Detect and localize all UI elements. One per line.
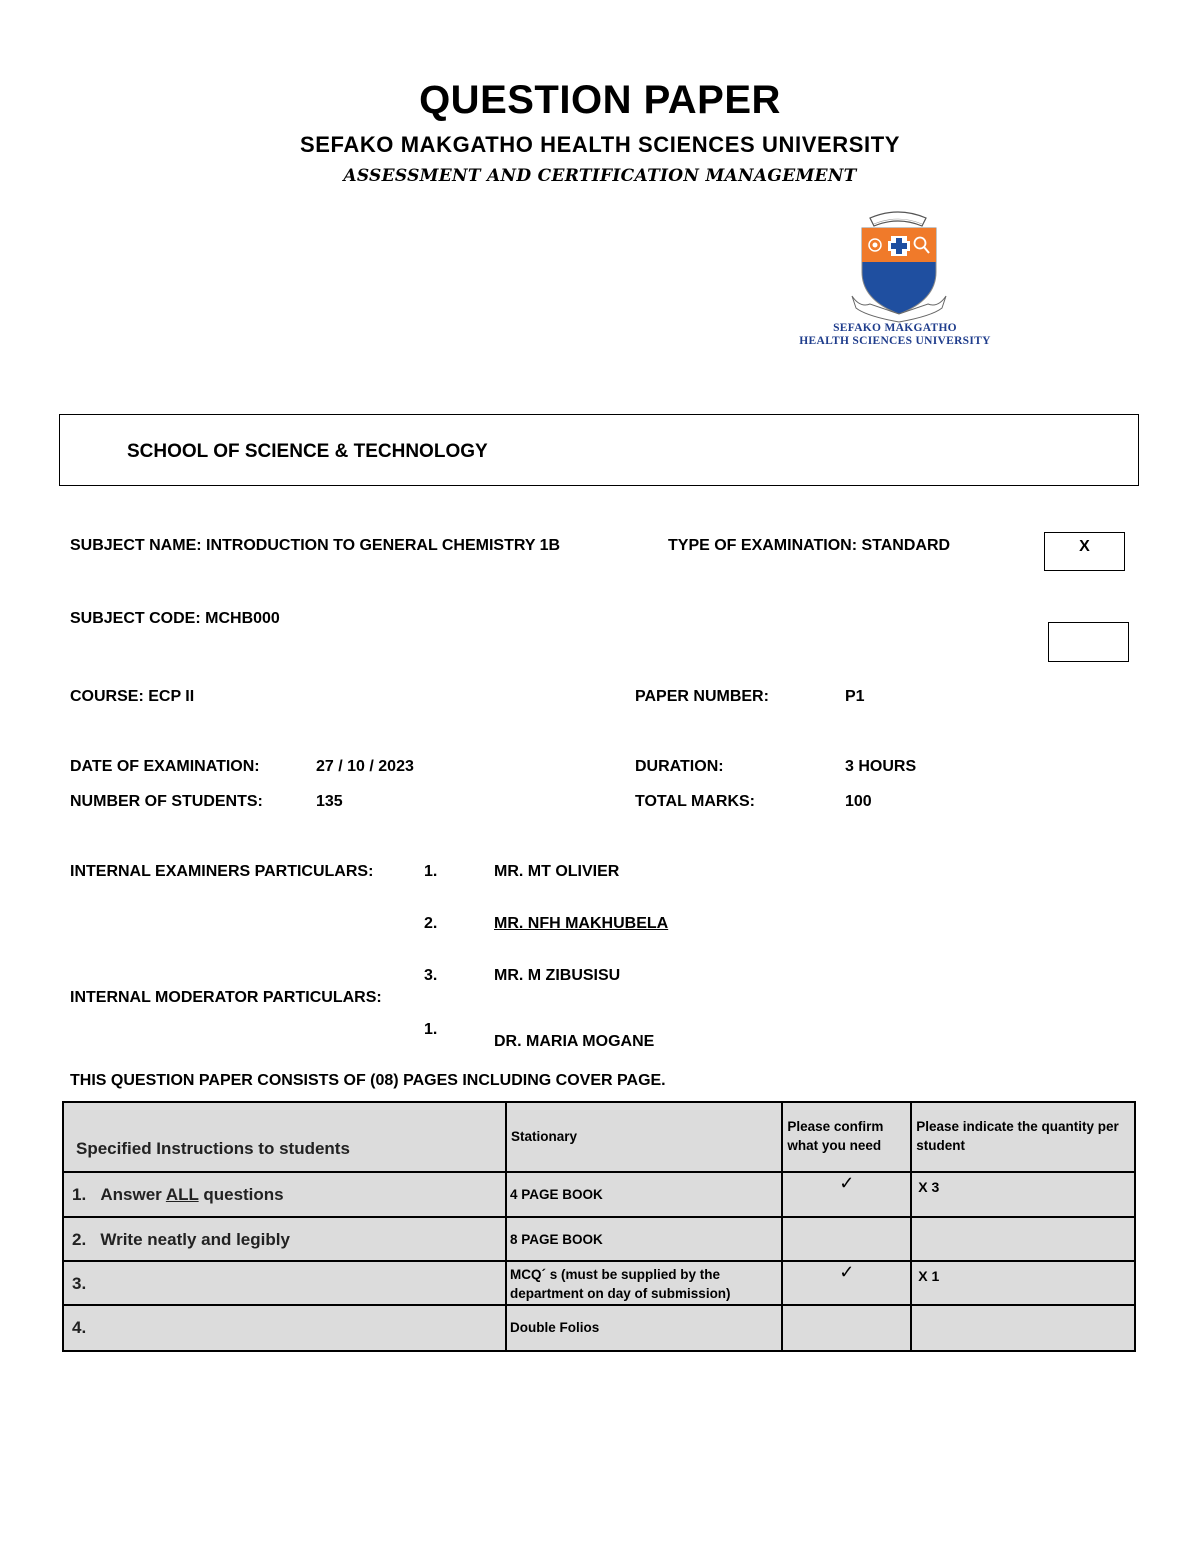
row-number: 3. [72,1274,87,1293]
row-number: 2. [72,1230,87,1249]
confirm-cell[interactable] [782,1305,911,1351]
stationary-cell: MCQ´ s (must be supplied by the department on day of submission) [506,1261,782,1305]
examiner-num: 3. [424,967,438,984]
table-row [63,1261,1135,1305]
stationary-cell: 8 PAGE BOOK [506,1217,782,1261]
instruction-cell [63,1261,506,1305]
table-row [63,1217,1135,1261]
examiner-num: 2. [424,915,438,932]
table-header-row [63,1102,1135,1172]
header-stationary: Stationary [506,1102,782,1172]
exam-type: TYPE OF EXAMINATION: STANDARD [668,537,951,554]
instruction-text: Write neatly and legibly [100,1230,290,1249]
examiner-name: MR. MT OLIVIER [494,863,620,880]
students-label: NUMBER OF STUDENTS: [70,793,263,810]
header-quantity: Please indicate the quantity per student [911,1102,1135,1172]
students-count: 135 [316,793,343,810]
exam-date-label: DATE OF EXAMINATION: [70,758,260,775]
instruction-text-post: questions [198,1185,284,1204]
examiners-label: INTERNAL EXAMINERS PARTICULARS: [70,863,374,880]
exam-type-checkbox[interactable]: X [1044,532,1125,571]
school-name: SCHOOL OF SCIENCE & TECHNOLOGY [127,441,488,462]
row-number: 4. [72,1318,87,1337]
examiner-num: 1. [424,863,438,880]
header-instructions: Specified Instructions to students [63,1102,506,1172]
department-name: ASSESSMENT AND CERTIFICATION MANAGEMENT [343,166,857,186]
table-row [63,1172,1135,1217]
subject-code: SUBJECT CODE: MCHB000 [70,610,280,627]
total-marks: 100 [845,793,872,810]
instructions-table [62,1101,1136,1352]
instruction-text-emph: ALL [165,1185,199,1204]
checkmark-icon[interactable]: ✓ [782,1261,911,1305]
moderator-num: 1. [424,1021,438,1038]
quantity-cell[interactable]: X 3 [911,1172,1135,1217]
quantity-cell[interactable] [911,1217,1135,1261]
header-confirm: Please confirm what you need [782,1102,911,1172]
instruction-cell [63,1305,506,1351]
total-marks-label: TOTAL MARKS: [635,793,755,810]
moderator-name: DR. MARIA MOGANE [494,1033,655,1050]
instruction-cell [63,1172,506,1217]
instruction-text-pre: Answer [100,1185,166,1204]
quantity-cell[interactable]: X 1 [911,1261,1135,1305]
paper-number: P1 [845,688,865,705]
quantity-cell[interactable] [911,1305,1135,1351]
examiner-name: MR. NFH MAKHUBELA [494,915,669,932]
empty-checkbox[interactable] [1048,622,1129,662]
row-number: 1. [72,1185,87,1204]
logo-text-line1: SEFAKO MAKGATHO [833,322,957,334]
logo-text-line2: HEALTH SCIENCES UNIVERSITY [799,335,991,347]
exam-date: 27 / 10 / 2023 [316,758,414,775]
paper-number-label: PAPER NUMBER: [635,688,769,705]
duration: 3 HOURS [845,758,917,775]
pages-note: THIS QUESTION PAPER CONSISTS OF (08) PAGES INCLUDING COVER PAGE. [70,1072,666,1089]
moderator-label: INTERNAL MODERATOR PARTICULARS: [70,989,382,1006]
duration-label: DURATION: [635,758,724,775]
stationary-cell: Double Folios [506,1305,782,1351]
subject-name: SUBJECT NAME: INTRODUCTION TO GENERAL CHEMISTRY 1B [70,537,561,554]
examiner-name: MR. M ZIBUSISU [494,967,621,984]
course: COURSE: ECP II [70,688,195,705]
confirm-cell[interactable] [782,1217,911,1261]
checkmark-icon[interactable]: ✓ [782,1172,911,1217]
stationary-cell: 4 PAGE BOOK [506,1172,782,1217]
table-row [63,1305,1135,1351]
university-name: SEFAKO MAKGATHO HEALTH SCIENCES UNIVERSITY [299,132,901,157]
page-title: QUESTION PAPER [419,78,781,122]
instruction-cell [63,1217,506,1261]
